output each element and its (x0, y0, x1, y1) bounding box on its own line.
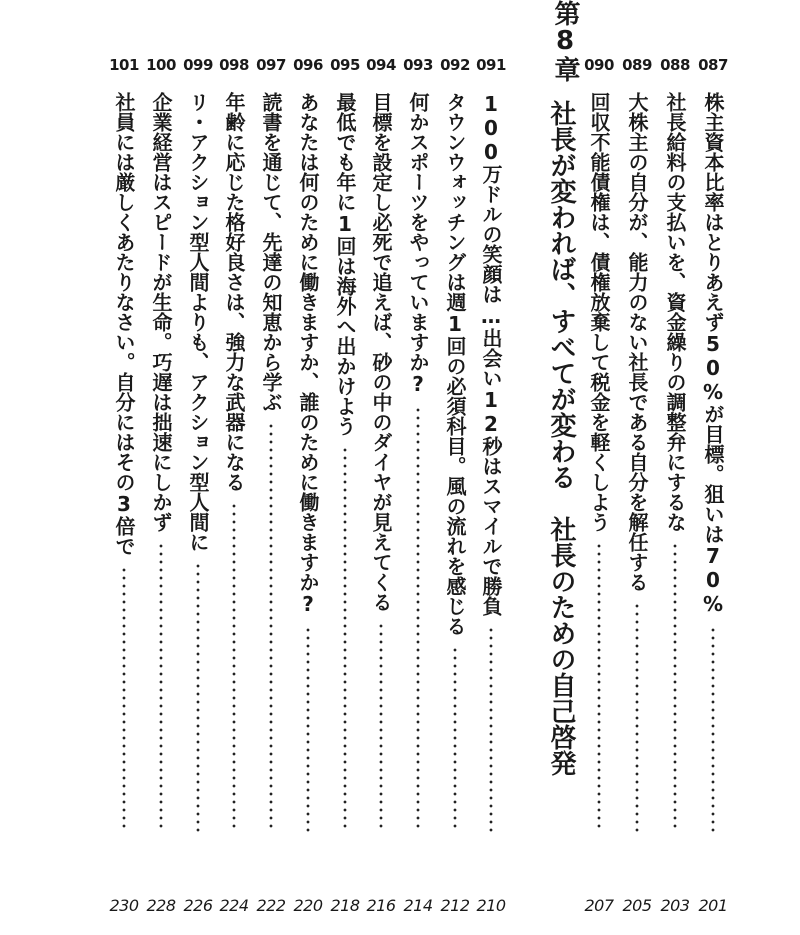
entry-number: 097 (256, 56, 286, 74)
leader-dots (123, 566, 126, 830)
entry-page-number: 212 (440, 896, 470, 915)
entry-page-number: 201 (698, 896, 728, 915)
entry-number: 098 (219, 56, 249, 74)
leader-dots (270, 422, 273, 830)
entry-title: 企業経営はスピードが生命。巧遅は拙速にしかず (149, 92, 173, 532)
entry-title: 読書を通じて、先達の知恵から学ぶ (259, 92, 283, 412)
entry-page-number: 220 (293, 896, 323, 915)
leader-dots (160, 542, 163, 830)
leader-dots (712, 626, 715, 834)
entry-title: 社員には厳しくあたりなさい。自分にはその3倍で (112, 92, 136, 556)
chapter-label: 第8章 (550, 0, 580, 82)
entry-title: 最低でも年に1回は海外へ出かけよう (333, 92, 357, 436)
entry-title: 大株主の自分が、能力のない社長である自分を解任する (625, 92, 649, 592)
entry-number: 101 (109, 56, 139, 74)
entry-page-number: 226 (183, 896, 213, 915)
leader-dots (454, 646, 457, 830)
leader-dots (636, 602, 639, 834)
leader-dots (307, 626, 310, 834)
toc-entry (142, 0, 180, 935)
entry-title: 何かスポーツをやっていますか? (406, 92, 430, 396)
entry-page-number: 214 (403, 896, 433, 915)
toc-entry (105, 0, 143, 935)
entry-page-number: 224 (219, 896, 249, 915)
entry-page-number: 222 (256, 896, 286, 915)
entry-title: 年齢に応じた格好良さは、強力な武器になる (222, 92, 246, 492)
toc-entry (694, 0, 732, 935)
toc-entry (656, 0, 694, 935)
entry-title: 回収不能債権は、債権放棄して税金を軽くしよう (587, 92, 611, 532)
toc-entry (618, 0, 656, 935)
entry-number: 090 (584, 56, 614, 74)
entry-title: タウンウォッチングは週1回の必須科目。風の流れを感じる (443, 92, 467, 636)
leader-dots (674, 542, 677, 830)
entry-title: 目標を設定し必死で追えば、砂の中のダイヤが見えてくる (369, 92, 393, 612)
entry-number: 095 (330, 56, 360, 74)
entry-number: 093 (403, 56, 433, 74)
entry-number: 099 (183, 56, 213, 74)
entry-page-number: 205 (622, 896, 652, 915)
toc-entry (179, 0, 217, 935)
chapter-heading (520, 0, 582, 935)
entry-page-number: 203 (660, 896, 690, 915)
entry-title: 株主資本比率はとりあえず50%が目標。狙いは70% (701, 92, 725, 616)
leader-dots (344, 446, 347, 830)
toc-entry (362, 0, 400, 935)
entry-page-number: 216 (366, 896, 396, 915)
entry-title: リ・アクション型人間よりも、アクション型人間に (186, 92, 210, 552)
entry-number: 096 (293, 56, 323, 74)
leader-dots (417, 406, 420, 830)
entry-title: あなたは何のために働きますか、誰のために働きますか? (296, 92, 320, 616)
entry-number: 087 (698, 56, 728, 74)
toc-entry (580, 0, 618, 935)
leader-dots (380, 622, 383, 830)
leader-dots (598, 542, 601, 830)
entry-title: 100万ドルの笑顔は…出会い12秒はスマイルで勝負 (479, 92, 503, 616)
entry-number: 089 (622, 56, 652, 74)
toc-entry (436, 0, 474, 935)
toc-entry (472, 0, 510, 935)
entry-page-number: 230 (109, 896, 139, 915)
entry-page-number: 218 (330, 896, 360, 915)
entry-number: 088 (660, 56, 690, 74)
leader-dots (490, 626, 493, 834)
toc-entry (399, 0, 437, 935)
entry-page-number: 228 (146, 896, 176, 915)
toc-entry (252, 0, 290, 935)
entry-page-number: 207 (584, 896, 614, 915)
entry-number: 092 (440, 56, 470, 74)
leader-dots (197, 562, 200, 834)
toc-entry (289, 0, 327, 935)
entry-number: 091 (476, 56, 506, 74)
entry-page-number: 210 (476, 896, 506, 915)
leader-dots (233, 502, 236, 830)
entry-title: 社長給料の支払いを、資金繰りの調整弁にするな (663, 92, 687, 532)
toc-entry (215, 0, 253, 935)
chapter-title: 社長が変われば、すべてが変わる 社長のための自己啓発 (546, 100, 576, 776)
entry-number: 100 (146, 56, 176, 74)
entry-number: 094 (366, 56, 396, 74)
toc-entry (326, 0, 364, 935)
